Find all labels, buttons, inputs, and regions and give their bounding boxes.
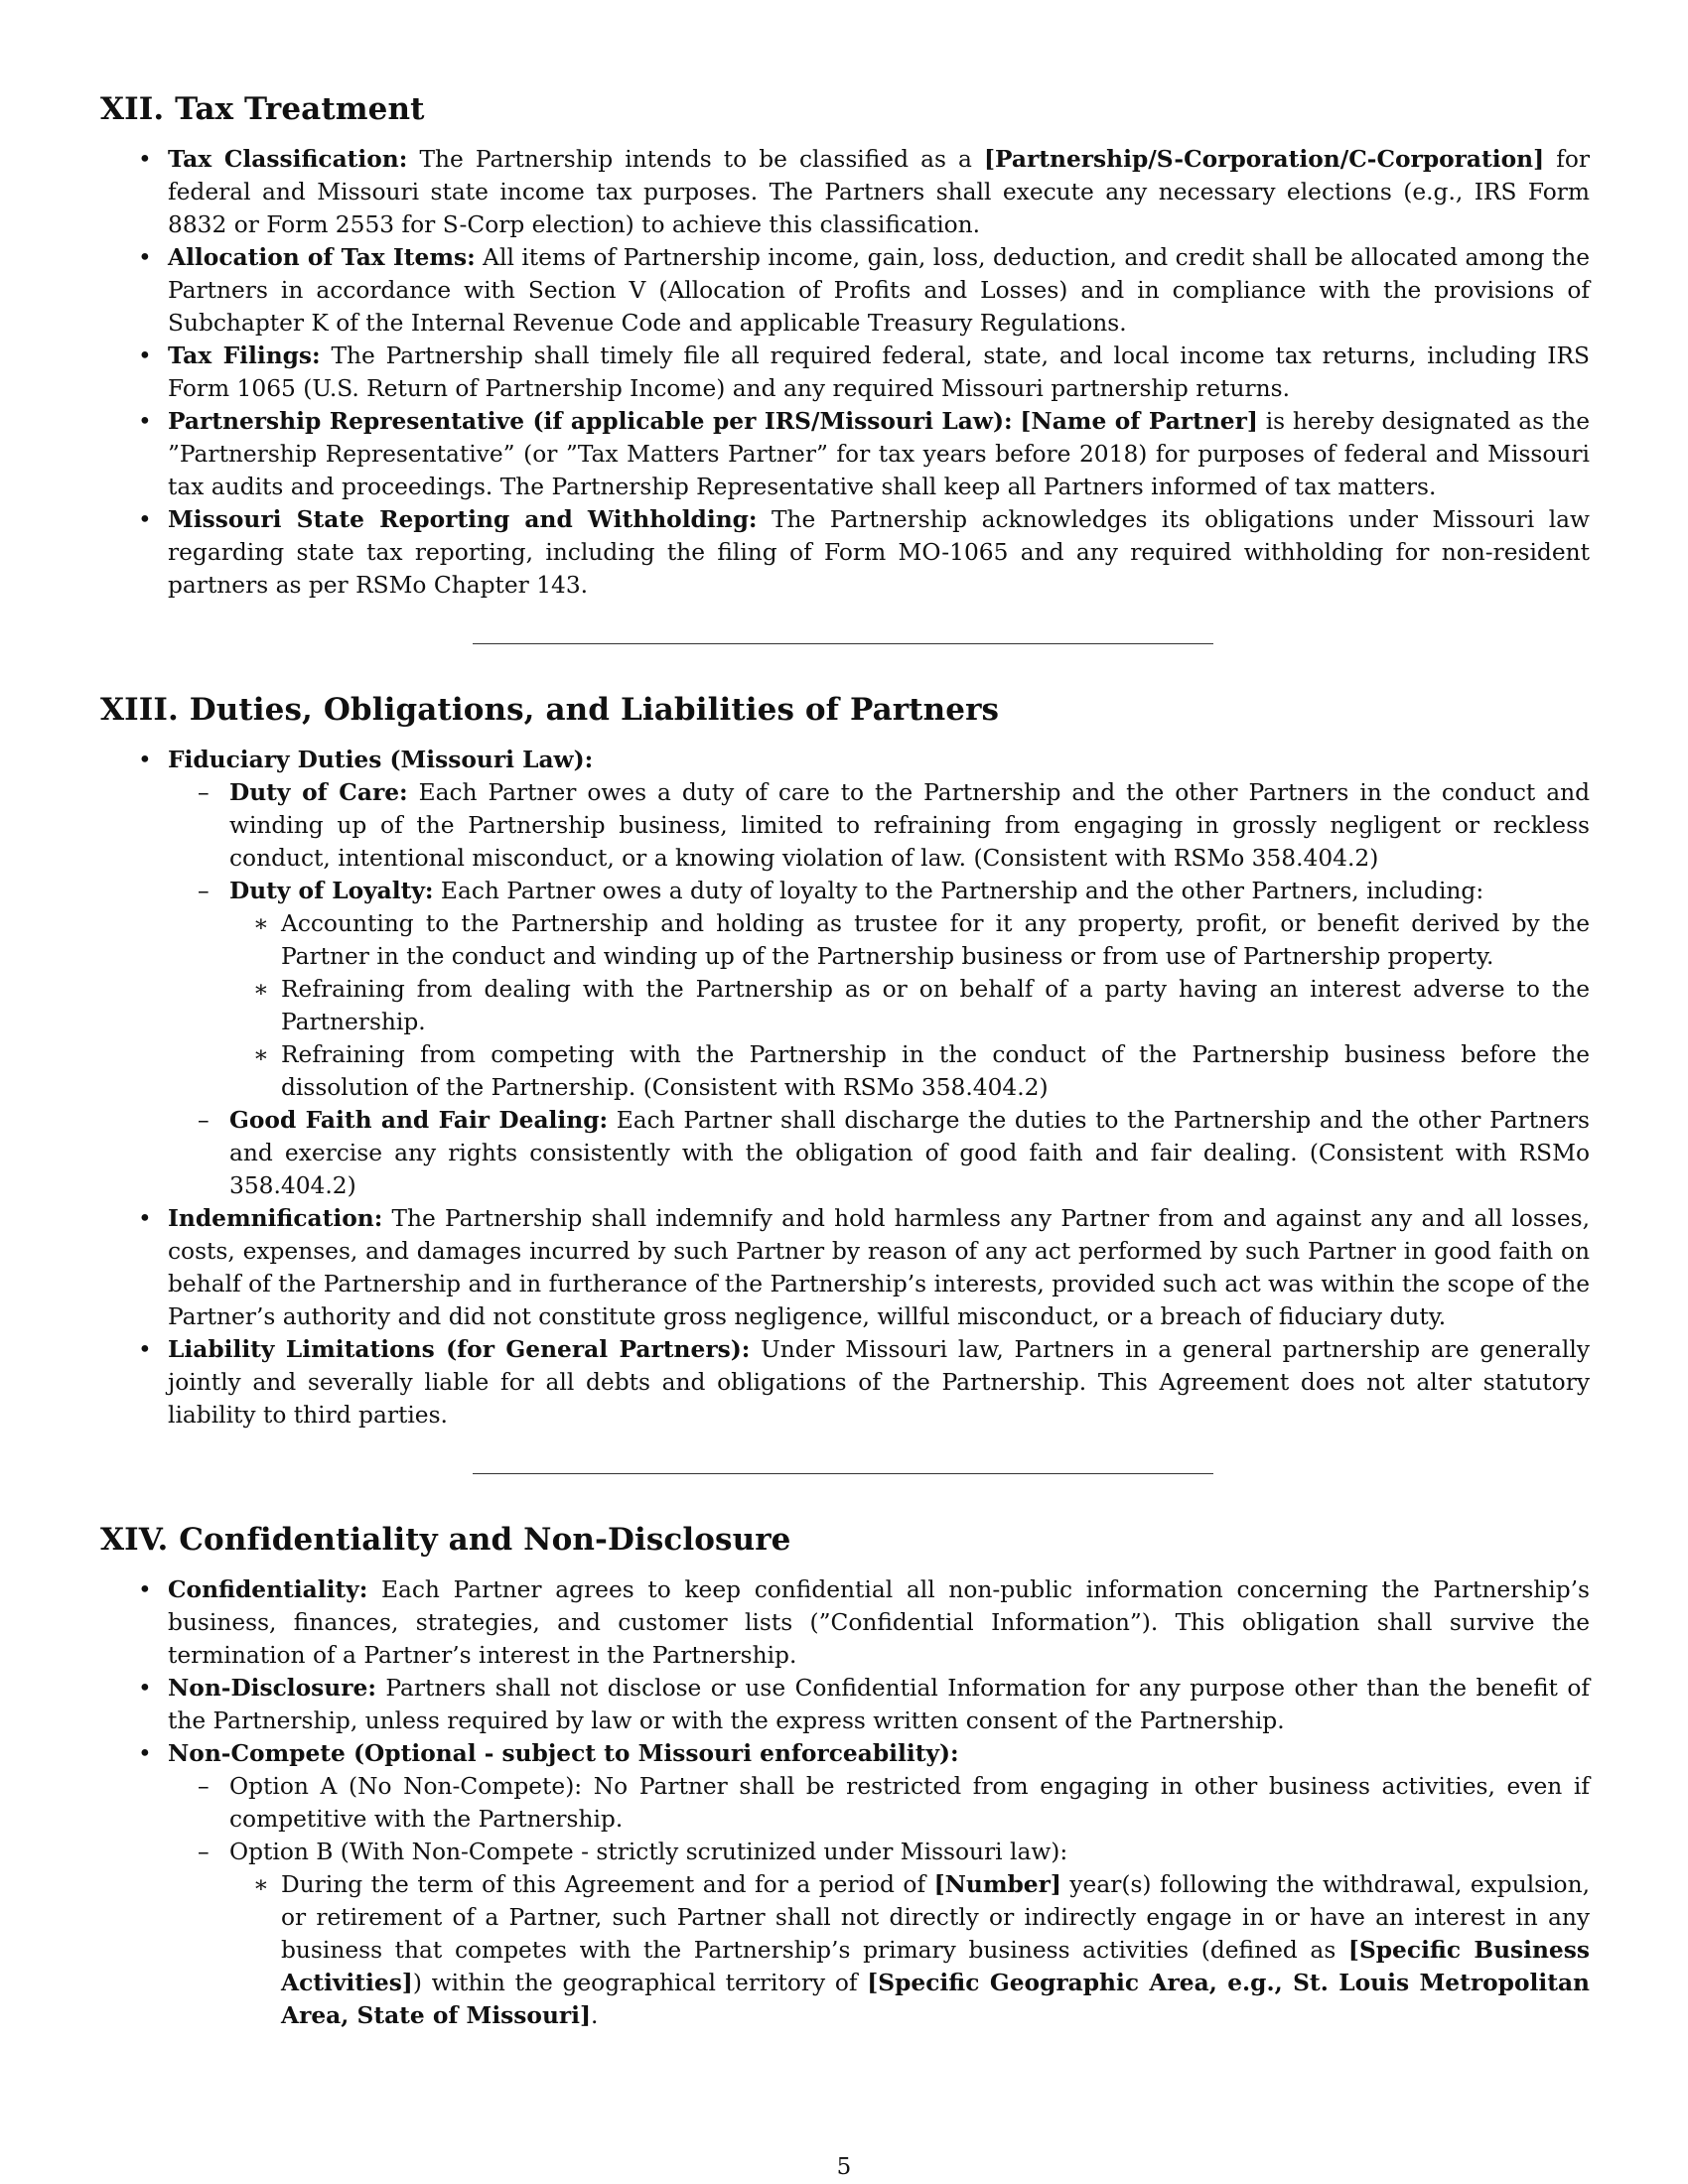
tax-treatment-list [100,143,1590,602]
document-page [100,91,1590,2032]
list-item: ∗ Accounting to the Partnership and holding as trustee for it any property, profit, or benefit derived by the Partner in the conduct and winding up of the Partnership business or from use of Partnership property. [229,907,1590,973]
list-item: – Option A (No Non-Compete): No Partner shall be restricted from engaging in other business activities, even if competitive with the Partnership. [168,1770,1590,1836]
placeholder-field: [Partnership/S-Corporation/C-Corporation] [983,146,1545,173]
section-xiv [100,1522,1590,2032]
list-item [168,1836,1590,2032]
list-item [100,1202,1590,1333]
item-text: Under Missouri law, Partners in a general partnership are generally jointly and severally liable for all debts and obligations of the Partnership. This Agreement does not alter statutory liability to third parties. [168,1336,1590,1429]
section-xiii [100,692,1590,1474]
section-divider [473,1473,1213,1474]
list-item [168,776,1590,875]
item-text: year(s) following the withdrawal, expulsion, or retirement of a Partner, such Partner shall not directly or indirectly engage in or have an interest in any business that competes with the Partnership’s primary business activities (defined as [281,1871,1590,1964]
list-item [229,1868,1590,2032]
item-text: During the term of this Agreement and for a period of [281,1871,934,1898]
item-title: Confidentiality: [168,1576,368,1603]
item-text: The Partnership shall timely file all required federal, state, and local income tax returns, including IRS Form 1065 (U.S. Return of Partnership Income) and any required Missouri partnership returns. [168,342,1590,402]
placeholder-field: [Specific Business Activities] [281,1937,1590,1996]
item-title: Missouri State Reporting and Withholding: [168,506,758,533]
item-text: Each Partner owes a duty of care to the Partnership and the other Partners in the conduct and winding up of the Partnership business, limited to refraining from engaging in grossly negligent or reckless conduct, intentional misconduct, or a knowing violation of law. (Consistent with RSMo 358.404.2) [229,779,1591,872]
list-item [100,1737,1590,2032]
item-title: Tax Classification: [168,146,408,173]
list-item: ∗ Refraining from competing with the Partnership in the conduct of the Partnership business before the dissolution of the Partnership. (Consistent with RSMo 358.404.2) [229,1038,1590,1104]
item-title: Duty of Loyalty: [229,878,434,904]
item-text: The Partnership shall indemnify and hold harmless any Partner from and against any and all losses, costs, expenses, and damages incurred by such Partner by reason of any act performed by such Partner in good faith on behalf of the Partnership and in furtherance of the Partnership’s interests, provided such act was within the scope of the Partner’s authority and did not constitute gross negligence, willful misconduct, or a breach of fiduciary duty. [168,1205,1590,1330]
item-text: . [591,2002,599,2029]
item-title: Duty of Care: [229,779,408,806]
item-text: Each Partner owes a duty of loyalty to the Partnership and the other Partners, including: [433,878,1484,904]
duties-list [100,744,1590,1432]
list-item [100,744,1590,1202]
item-title: Indemnification: [168,1205,383,1232]
list-item [100,405,1590,503]
list-item [100,143,1590,241]
section-divider [473,643,1213,644]
list-item [100,1573,1590,1672]
list-item [100,241,1590,340]
item-title: Good Faith and Fair Dealing: [229,1107,609,1134]
page-number: 5 [836,2154,852,2180]
list-item [100,503,1590,602]
item-title: Non-Compete (Optional - subject to Missouri enforceability): [168,1740,959,1767]
section-heading: XIV. Confidentiality and Non-Disclosure [100,1522,791,1558]
loyalty-subitems [229,907,1590,1104]
list-item [168,875,1590,1104]
item-title: Non-Disclosure: [168,1675,376,1702]
item-title: Partnership Representative (if applicable per IRS/Missouri Law): [168,408,1013,435]
fiduciary-duties-list [168,776,1590,1202]
item-text: for federal and Missouri state income tax purposes. The Partners shall execute any necessary elections (e.g., IRS Form 8832 or Form 2553 for S-Corp election) to achieve this classification. [168,146,1590,238]
item-text: Each Partner agrees to keep confidential all non-public information concerning the Partnership’s business, finances, strategies, and customer lists (”Confidential Information”). This obligation shall survive the termination of a Partner’s interest in the Partnership. [168,1576,1590,1669]
list-item [168,1104,1590,1202]
list-item: ∗ Refraining from dealing with the Partnership as or on behalf of a party having an interest adverse to the Partnership. [229,973,1590,1038]
section-xii [100,91,1590,644]
item-text: The Partnership intends to be classified as a [407,146,984,173]
item-text: ) within the geographical territory of [412,1970,868,1996]
item-title: Allocation of Tax Items: [168,244,476,271]
placeholder-field: [Number] [933,1871,1061,1898]
item-text: The Partnership acknowledges its obligations under Missouri law regarding state tax reporting, including the filing of Form MO-1065 and any required withholding for non-resident partners as per RSMo Chapter 143. [168,506,1590,599]
list-item [100,340,1590,405]
item-text: Option B (With Non-Compete - strictly scrutinized under Missouri law): [229,1839,1068,1865]
item-text: All items of Partnership income, gain, loss, deduction, and credit shall be allocated among the Partners in accordance with Section V (Allocation of Profits and Losses) and in compliance with the provisions of Subchapter K of the Internal Revenue Code and applicable Treasury Regulations. [168,244,1591,337]
item-text: Partners shall not disclose or use Confidential Information for any purpose other than the benefit of the Partnership, unless required by law or with the express written consent of the Partnership. [168,1675,1590,1734]
section-heading: XIII. Duties, Obligations, and Liabilities of Partners [100,692,1000,728]
confidentiality-list [100,1573,1590,2032]
item-text: is hereby designated as the ”Partnership Representative” (or ”Tax Matters Partner” for tax years before 2018) for purposes of federal and Missouri tax audits and proceedings. The Partnership Representative shall keep all Partners informed of tax matters. [168,408,1591,500]
item-title: Tax Filings: [168,342,321,369]
item-title: Liability Limitations (for General Partners): [168,1336,751,1363]
option-b-subitems [229,1868,1590,2032]
placeholder-field: [Name of Partner] [1020,408,1258,435]
list-item [100,1672,1590,1737]
item-text: Each Partner shall discharge the duties to the Partnership and the other Partners and exercise any rights consistently with the obligation of good faith and fair dealing. (Consistent with RSMo 358.404.2) [229,1107,1591,1199]
section-heading: XII. Tax Treatment [100,91,425,127]
item-title: Fiduciary Duties (Missouri Law): [168,747,594,773]
placeholder-field: [Specific Geographic Area, e.g., St. Louis Metropolitan Area, State of Missouri] [281,1970,1590,2029]
list-item [100,1333,1590,1432]
noncompete-options [168,1770,1590,2032]
